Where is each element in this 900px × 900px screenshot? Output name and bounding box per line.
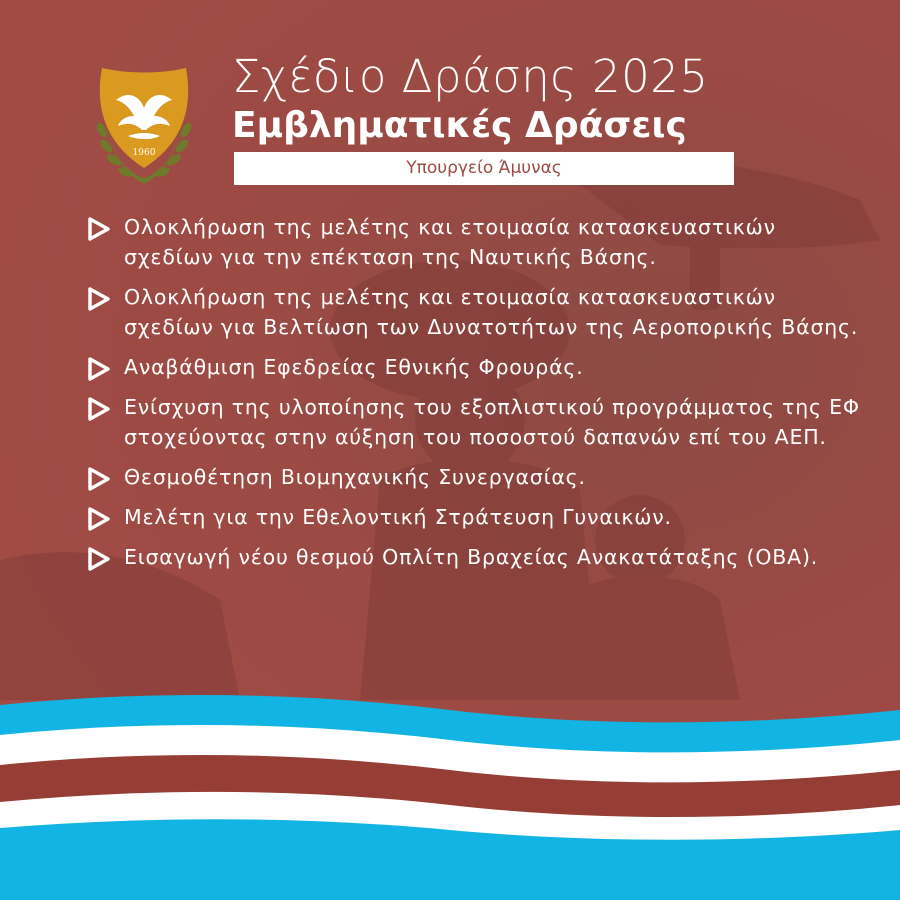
page-subtitle: Εμβληματικές Δράσεις bbox=[232, 105, 687, 146]
play-arrow-icon bbox=[84, 395, 112, 423]
emblem-year: 1960 bbox=[132, 148, 156, 158]
cyprus-coat-of-arms-icon bbox=[88, 60, 200, 192]
list-item bbox=[80, 462, 860, 492]
play-arrow-icon bbox=[84, 465, 112, 493]
list-item-text: Θεσμοθέτηση Βιομηχανικής Συνεργασίας. bbox=[124, 465, 586, 489]
wave-stripes bbox=[0, 680, 900, 900]
page-title: Σχέδιο Δράσης 2025 bbox=[232, 50, 709, 103]
play-arrow-icon bbox=[84, 285, 112, 313]
play-arrow-icon bbox=[84, 505, 112, 533]
list-item bbox=[80, 352, 860, 382]
actions-list bbox=[80, 212, 860, 582]
play-arrow-icon bbox=[84, 545, 112, 573]
list-item-text: Ενίσχυση της υλοποίησης του εξοπλιστικού προγράμματος της ΕΦ στοχεύοντας στην αύξηση του ποσοστού δαπανών επί του ΑΕΠ. bbox=[124, 395, 860, 449]
list-item-text: Ολοκλήρωση της μελέτης και ετοιμασία κατασκευαστικών σχεδίων για την επέκταση της Ναυτικής Βάσης. bbox=[124, 215, 776, 269]
list-item bbox=[80, 282, 860, 342]
play-arrow-icon bbox=[84, 355, 112, 383]
list-item bbox=[80, 392, 860, 452]
list-item bbox=[80, 502, 860, 532]
list-item-text: Αναβάθμιση Εφεδρείας Εθνικής Φρουράς. bbox=[124, 355, 584, 379]
list-item bbox=[80, 212, 860, 272]
list-item-text: Ολοκλήρωση της μελέτης και ετοιμασία κατασκευαστικών σχεδίων για Βελτίωση των Δυνατοτήτων της Αεροπορικής Βάσης. bbox=[124, 285, 859, 339]
list-item-text: Εισαγωγή νέου θεσμού Οπλίτη Βραχείας Ανακατάταξης (ΟΒΑ). bbox=[124, 545, 819, 569]
list-item bbox=[80, 542, 860, 572]
ministry-label: Υπουργείο Άμυνας bbox=[234, 152, 734, 185]
list-item-text: Μελέτη για την Εθελοντική Στράτευση Γυναικών. bbox=[124, 505, 672, 529]
play-arrow-icon bbox=[84, 215, 112, 243]
